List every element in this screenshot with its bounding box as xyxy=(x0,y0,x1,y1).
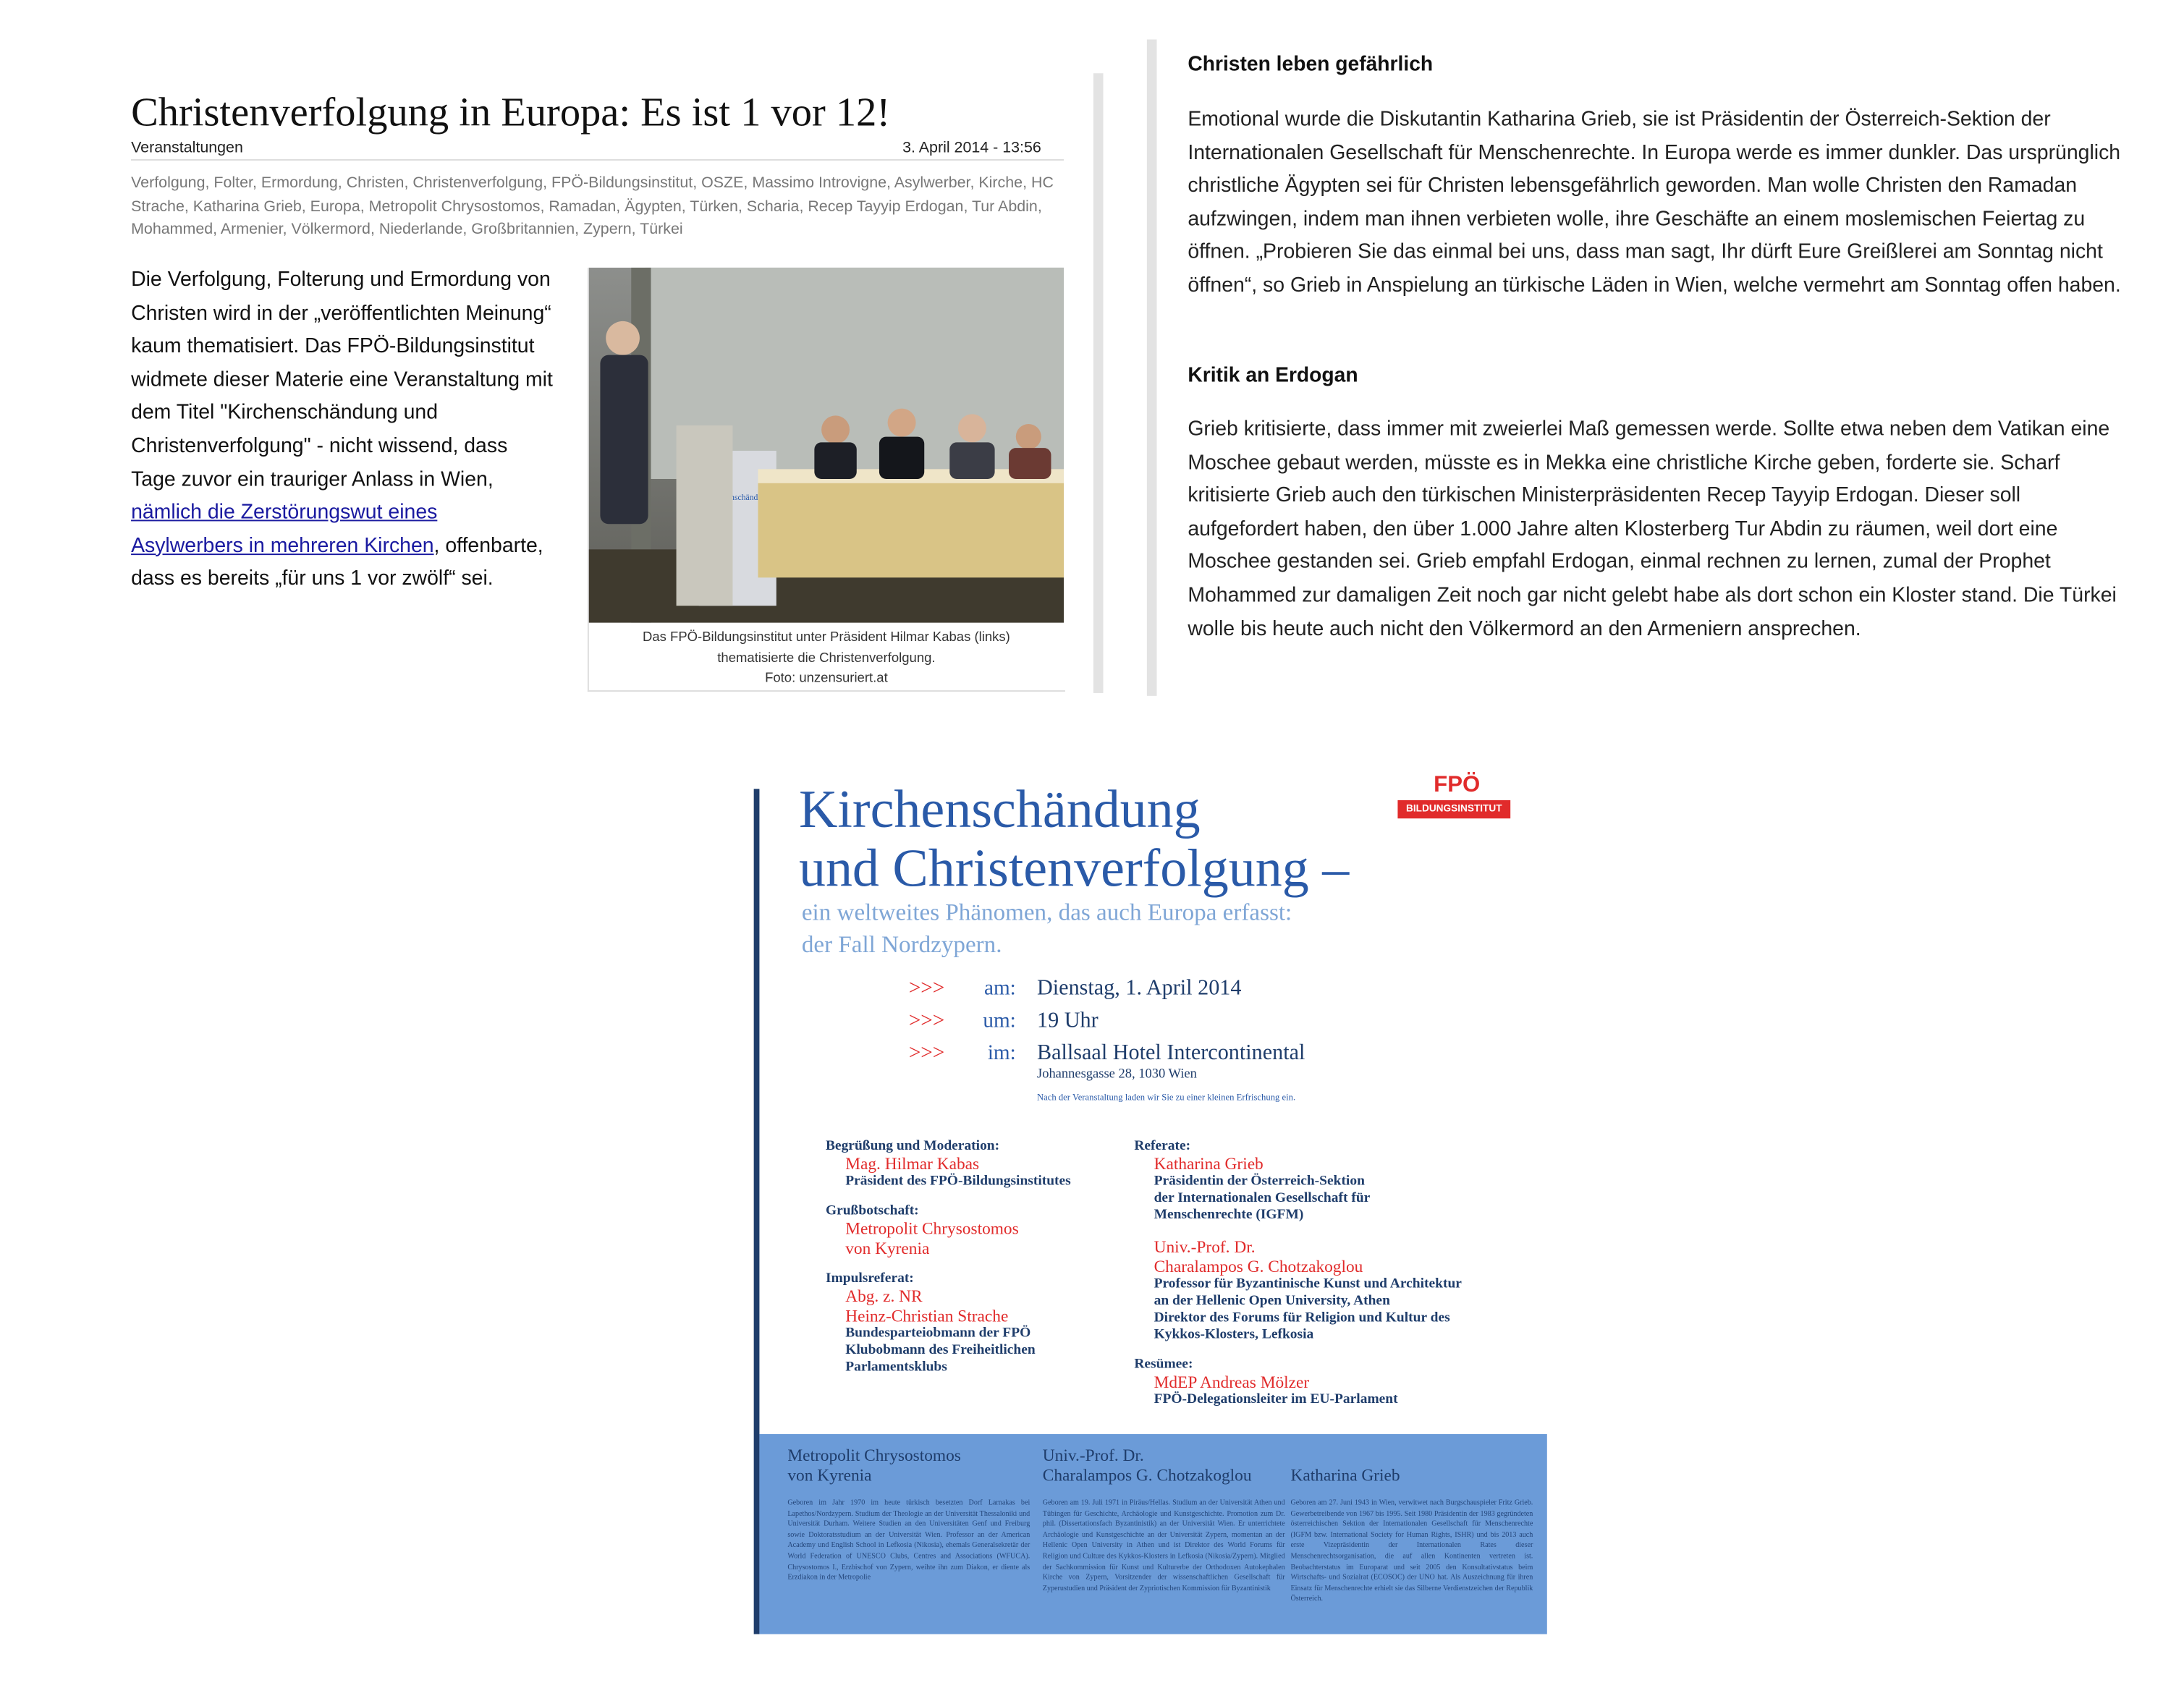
photo-svg xyxy=(589,268,1064,623)
lead-text-end: , offenbarte, dass es bereits „für uns 1 vor zwölf“ sei. xyxy=(131,535,543,591)
event-poster xyxy=(754,773,1547,1634)
impuls-role: Klubobmann des Freiheitlichen xyxy=(845,1342,1036,1358)
um-value: 19 Uhr xyxy=(1036,1009,1099,1033)
impuls-label: Impulsreferat: xyxy=(825,1271,914,1286)
program-left xyxy=(826,1138,1135,1376)
article-lead xyxy=(131,265,554,597)
ref1-role: Menschenrechte (IGFM) xyxy=(1154,1207,1304,1223)
bio-head: Metropolit Chrysostomos xyxy=(787,1445,961,1465)
res-name: MdEP Andreas Mölzer xyxy=(1154,1372,1310,1392)
impuls-name: Heinz-Christian Strache xyxy=(845,1305,1009,1326)
caption-line: thematisierte die Christenverfolgung. xyxy=(717,650,936,666)
poster-subtitle xyxy=(802,896,1292,961)
bio-text: Geboren am 19. Juli 1971 in Piräus/Hellas. Studium an der Universität Athen und Tübingen für Geschichte, Archäologie und Kunstgeschichte. Promotion zum Dr. phil. (Dissertationsfach Byzantinistik) an der Universität Wien. Er unterrichtete Archäologie und Kunstgeschichte an der Universität Zypern, momentan an der Hellenic Open University in Athen und ist Direktor des World Forums für Religion und Culture des Kykkos-Klosters in Lefkosia (Nikosia/Zypern). Mitglied der Sachkommission für Kunst und Kulturerbe der Orthodoxen Autokephalen Kirche von Zypern, Vorsitzender der wissenschaftlichen Gesellschaft für Zyperustudien und Präsident der Zypriotischen Kommission für Byzantinistik xyxy=(1042,1498,1285,1593)
address: Johannesgasse 28, 1030 Wien xyxy=(1036,1067,1197,1082)
greet-role: Präsident des FPÖ-Bildungsinstitutes xyxy=(845,1173,1071,1189)
program-right xyxy=(1134,1138,1543,1409)
bio-column xyxy=(787,1446,1030,1585)
ref2-role: Direktor des Forums für Religion und Kultur des xyxy=(1154,1310,1450,1326)
logo-mark: FPÖ xyxy=(1406,775,1507,797)
res-role: FPÖ-Delegationsleiter im EU-Parlament xyxy=(1154,1391,1398,1408)
am-label: am: xyxy=(983,977,1016,1001)
ref-label: Referate: xyxy=(1134,1138,1191,1154)
section-heading: Kritik an Erdogan xyxy=(1188,365,1358,388)
arrows: >>> xyxy=(908,977,945,1001)
arrows: >>> xyxy=(908,1009,945,1033)
ref1-role: Präsidentin der Österreich-Sektion xyxy=(1154,1173,1365,1189)
caption-credit: Foto: unzensuriert.at xyxy=(765,670,888,687)
gruss-label: Grußbotschaft: xyxy=(825,1203,919,1219)
im-value: Ballsaal Hotel Intercontinental xyxy=(1036,1040,1305,1065)
bio-band xyxy=(759,1434,1546,1634)
ref2-name: Univ.-Prof. Dr. xyxy=(1154,1237,1256,1257)
poster-title-line: Kirchenschändung xyxy=(798,780,1201,840)
um-label: um: xyxy=(983,1009,1016,1033)
bio-head: Univ.-Prof. Dr. xyxy=(1042,1445,1144,1465)
logo-text: BILDUNGSINSTITUT xyxy=(1397,800,1510,818)
gruss-name: von Kyrenia xyxy=(845,1238,930,1258)
poster-subtitle-line: der Fall Nordzypern. xyxy=(801,930,1002,958)
section-heading: Christen leben gefährlich xyxy=(1188,53,1434,77)
poster-subtitle-line: ein weltweites Phänomen, das auch Europa erfasst: xyxy=(801,899,1292,926)
lead-text: Die Verfolgung, Folterung und Ermordung von Christen wird in der „veröffentlichten Meinung“ kaum thematisiert. Das FPÖ-Bildungsinstitut widmete dieser Materie eine Veranstaltung mit dem Titel "Kirchenschändung und Christenverfolgung" - nicht wissend, dass Tage zuvor ein trauriger Anlass in Wien, xyxy=(131,268,553,491)
greet-label: Begrüßung und Moderation: xyxy=(825,1138,1000,1154)
ref1-name: Katharina Grieb xyxy=(1154,1153,1264,1174)
column-divider xyxy=(1147,40,1157,696)
lead-link[interactable]: nämlich die Zerstörungswut eines Asylwerbers in mehreren Kirchen xyxy=(131,501,438,558)
article-category[interactable]: Veranstaltungen xyxy=(131,139,243,157)
fpoe-logo xyxy=(1397,773,1510,820)
impuls-role: Parlamentsklubs xyxy=(845,1359,947,1375)
column-divider xyxy=(1093,73,1104,693)
gruss-name: Metropolit Chrysostomos xyxy=(845,1218,1019,1239)
article-meta xyxy=(131,140,1064,161)
article-date: 3. April 2014 - 13:56 xyxy=(902,139,1041,157)
im-label: im: xyxy=(987,1042,1016,1065)
arrows: >>> xyxy=(908,1042,945,1065)
event-photo[interactable] xyxy=(589,268,1064,623)
bio-column xyxy=(1043,1446,1285,1595)
bio-column xyxy=(1290,1465,1533,1606)
impuls-role: Bundesparteiobmann der FPÖ xyxy=(845,1326,1031,1341)
bio-text: Geboren im Jahr 1970 im heute türkisch besetzten Dorf Larnakas bei Lapethos/Nordzypern. Studium der Theologie an der Universität Thessaloniki und Universität Durham. Weitere Studien an den Universitäten Genf und Freiburg sowie Doktoratsstudium an der Universität Wien. Professor an der American Academy und English School in Lefkosia (Nikosia), ehemals Generalsekretär der World Federation of UNESCO Clubs, Centres and Associations (WFUCA). Chrysostomos I., Erzbischof von Zypern, weihte ihn zum Diakon, er diente als Erzdiakon in der Metropolie xyxy=(787,1498,1030,1582)
article-title: Christenverfolgung in Europa: Es ist 1 vor 12! xyxy=(131,90,891,135)
ref2-role: Professor für Byzantinische Kunst und Architektur xyxy=(1154,1276,1462,1292)
lectern-banner-text: Kirchenschändung xyxy=(707,493,771,503)
bio-head: von Kyrenia xyxy=(787,1464,872,1485)
caption-line: Das FPÖ-Bildungsinstitut unter Präsident Hilmar Kabas (links) xyxy=(642,629,1010,645)
bio-text: Geboren am 27. Juni 1943 in Wien, verwitwet nach Burgschauspieler Fritz Grieb. Gewerbetreibende von 1967 bis 1995. Seit 1980 Präsidentin der 1983 gegründeten österreichischen Sektion der Internationalen Gesellschaft für Menschenrechte (IGFM bzw. International Society for Human Rights, ISHR) und bis 2013 auch erste Vizepräsidentin der Internationalen Rates dieser Menschenrechtsorganisation, die auf allen Kontinenten vertreten ist. Beobachterstatus im Europarat und seit 2005 den Konsultativstatus beim Wirtschafts- und Sozialrat (ECOSOC) der UNO hat. Als Auszeichnung für ihren Einsatz für Menschenrechte erhielt sie das Silberne Verdienstzeichen der Republik Österreich. xyxy=(1290,1498,1533,1604)
impuls-name: Abg. z. NR xyxy=(845,1286,923,1306)
poster-title-line: und Christenverfolgung – xyxy=(798,839,1350,899)
bio-head: Charalampos G. Chotzakoglou xyxy=(1042,1464,1252,1485)
ref1-role: der Internationalen Gesellschaft für xyxy=(1154,1190,1371,1206)
section-paragraph: Grieb kritisierte, dass immer mit zweierlei Maß gemessen werde. Sollte etwa neben dem Vatikan eine Moschee gebaut werden, müsste es in Mekka eine christliche Kirche geben, forderte sie. Scharf kritisierte Grieb auch den türkischen Ministerpräsidenten Recep Tayyip Erdogan. Dieser soll aufgefordert haben, den über 1.000 Jahre alten Klosterberg Tur Abdin zu räumen, weil dort eine Moschee gestanden sei. Grieb empfahl Erdogan, einmal rechnen zu lernen, zumal der Prophet Mohammed zur damaligen Zeit noch gar nicht gelebt habe als dort schon ein Kloster stand. Die Türkei wolle bis heute auch nicht den Völkermord an den Armeniern ansprechen. xyxy=(1188,418,2117,641)
ref2-role: Kykkos-Klosters, Lefkosia xyxy=(1154,1327,1314,1343)
photo-caption xyxy=(589,628,1064,690)
poster-side-bar xyxy=(754,789,760,1634)
ref2-name: Charalampos G. Chotzakoglou xyxy=(1154,1256,1363,1276)
poster-title xyxy=(799,781,1349,899)
section-paragraph: Emotional wurde die Diskutantin Katharina Grieb, sie ist Präsidentin der Österreich-Sektion der Internationalen Gesellschaft für Menschenrechte. In Europa werde es immer dunkler. Das ursprünglich christliche Ägypten sei für Christen lebensgefährlich geworden. Man wolle Christen den Ramadan aufzwingen, indem man ihnen verbieten wolle, ihre Geschäfte an einem moslemischen Feiertag zu öffnen. „Probieren Sie das einmal bei uns, dass man sagt, Ihr dürft Eure Greißlerei am Sonntag nicht öffnen“, so Grieb in Anspielung an türkische Läden in Wien, welche vermehrt am Sonntag offen haben. xyxy=(1188,108,2121,297)
ref2-role: an der Hellenic Open University, Athen xyxy=(1154,1293,1390,1309)
am-value: Dienstag, 1. April 2014 xyxy=(1036,976,1242,1001)
note: Nach der Veranstaltung laden wir Sie zu einer kleinen Erfrischung ein. xyxy=(1036,1093,1296,1103)
bio-head: Katharina Grieb xyxy=(1290,1464,1400,1485)
res-label: Resümee: xyxy=(1134,1356,1193,1373)
greet-name: Mag. Hilmar Kabas xyxy=(845,1153,980,1174)
article-tags[interactable]: Verfolgung, Folter, Ermordung, Christen, Christenverfolgung, FPÖ-Bildungsinstitut, OSZE, Massimo Introvigne, Asylwerber, Kirche, HC Strache, Katharina Grieb, Europa, Metropolit Chrysostomos, Ramadan, Ägypten, Türken, Scharia, Recep Tayyip Erdogan, Tur Abdin, Mohammed, Armenier, Völkermord, Niederlande, Großbritannien, Zypern, Türkei xyxy=(131,174,1054,239)
